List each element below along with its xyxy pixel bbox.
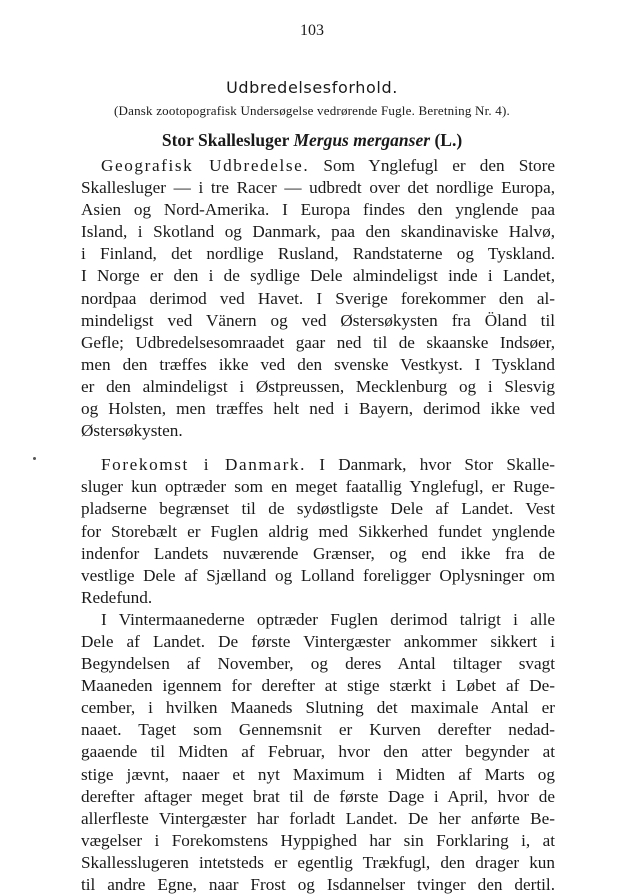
text-line: Gefle; Udbredelsesomraadet gaar ned til de skaanske Indsøer,: [81, 332, 555, 352]
paragraph-lead: Forekomst i Danmark.: [101, 455, 307, 475]
text-line: vægelser i Forekomstens Hyppighed har sin Forklaring i, at: [81, 830, 555, 850]
text-line: naaet. Taget som Gennemsnit er Kurven derefter nedad-: [81, 720, 555, 740]
text-line: stige jævnt, naaer et nyt Maximum i Midten af Marts og: [81, 764, 555, 784]
text-line: og Holsten, men træffes helt ned i Bayern, derimod ikke ved: [81, 399, 555, 419]
body-text: [81, 155, 555, 896]
text-line: Asien og Nord-Amerika. I Europa findes den ynglende paa: [81, 200, 555, 220]
text-line: Begyndelsen af November, og deres Antal tiltager svagt: [81, 654, 555, 674]
text-line: Geografisk Udbredelse. Som Ynglefugl er den Store: [101, 156, 555, 175]
species-name-danish: Stor Skallesluger: [161, 130, 290, 150]
text-line: pladserne begrænset til de sydøstligste Dele af Landet. Vest: [81, 499, 555, 519]
text-line: gaaende til Midten af Februar, hvor den atter begynder at: [81, 742, 555, 762]
text-line: I Vintermaanederne optræder Fuglen derimod talrigt i alle: [101, 609, 555, 629]
species-author: (L.): [434, 130, 463, 150]
text-line: Redefund.: [81, 587, 153, 607]
text-line: i Finland, det nordlige Rusland, Randstaterne og Tyskland.: [81, 244, 555, 264]
text-line: derefter aftager meget brat til de første Dage i April, hvor de: [81, 786, 555, 806]
text-line: allerfleste Vintergæster har forladt Landet. De her anførte Be-: [81, 808, 555, 828]
paragraph-winter-months: [81, 609, 555, 896]
text-line: men den træffes ikke ved den svenske Vestkyst. I Tyskland: [81, 354, 555, 374]
text-line: Østersøkysten.: [81, 421, 183, 441]
text-line: I Norge er den i de sydlige Dele almindeligst inde i Landet,: [81, 266, 555, 286]
text-line: sluger kun optræder som en meget faatallig Ynglefugl, er Ruge-: [81, 477, 555, 497]
paragraph-geographic-distribution: [81, 155, 555, 442]
text-line: Maaneden igennem for derefter at stige stærkt i Løbet af De-: [81, 676, 555, 696]
text-line: Skallesslugeren intetsteds er egentlig Trækfugl, den drager kun: [81, 852, 555, 872]
text-line: Skallesluger — i tre Racer — udbredt over det nordlige Europa,: [81, 178, 555, 198]
text-line: Dele af Landet. De første Vintergæster ankommer sikkert i: [81, 631, 555, 651]
text-line: nordpaa derimod ved Havet. I Sverige forekommer den al-: [81, 288, 555, 308]
text-line: for Storebælt er Fuglen aldrig med Sikkerhed fundet ynglende: [81, 521, 555, 541]
text-line: til andre Egne, naar Frost og Isdannelser tvinger den dertil.: [81, 875, 555, 894]
section-subheading: (Dansk zootopografisk Undersøgelse vedrørende Fugle. Beretning Nr. 4).: [114, 103, 510, 118]
text-line: indenfor Landets nuværende Grænser, og end ikke fra de: [81, 543, 555, 563]
text-line: er den almindeligst i Østpreussen, Mecklenburg og i Slesvig: [81, 376, 555, 396]
species-title: [0, 130, 624, 151]
section-heading: Udbredelsesforhold.: [226, 78, 398, 97]
paragraph-occurrence-denmark: [81, 454, 555, 609]
paragraph-lead: Geografisk Udbredelse.: [101, 156, 310, 175]
species-name-latin: Mergus merganser: [293, 130, 431, 150]
text-line: Forekomst i Danmark. I Danmark, hvor Stor Skalle-: [101, 455, 555, 475]
text-line: Island, i Skotland og Danmark, paa den skandinaviske Halvø,: [81, 222, 555, 242]
margin-mark: [33, 457, 36, 460]
text-line: vestlige Dele af Sjælland og Lolland foreligger Oplysninger om: [81, 565, 555, 585]
text-line: mindeligst ved Vänern og ved Østersøkysten fra Öland til: [81, 310, 555, 330]
text-line: cember, i hvilken Maaneds Slutning det maximale Antal er: [81, 698, 555, 718]
page-number: 103: [300, 22, 324, 39]
